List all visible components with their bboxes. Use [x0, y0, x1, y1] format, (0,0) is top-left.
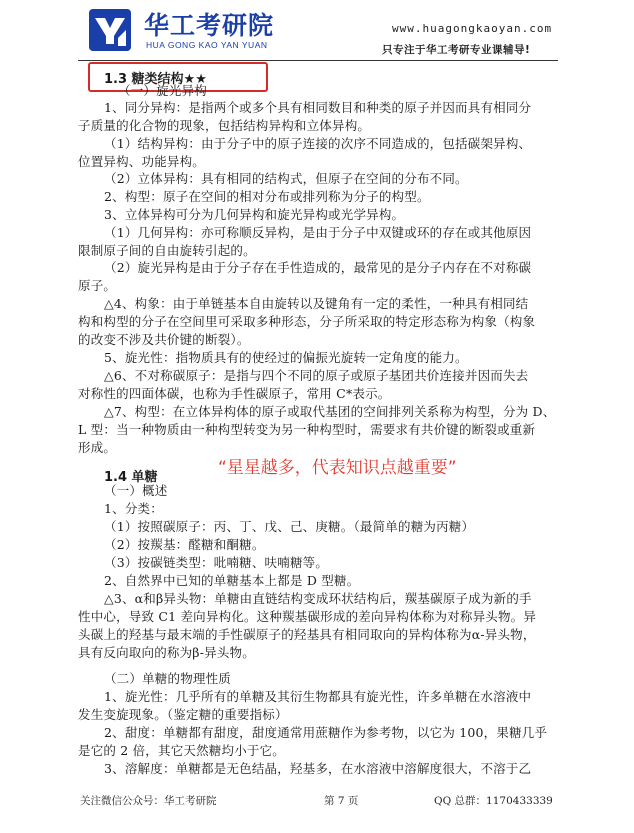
sub-heading: （二）单糖的物理性质: [104, 671, 232, 686]
paragraph-line: （1）按照碳原子：丙、丁、戊、己、庚糖。（最简单的糖为丙糖）: [104, 519, 475, 534]
paragraph-line: （2）旋光异构是由于分子存在手性造成的，最常见的是分子内存在不对称碳: [104, 260, 532, 275]
paragraph-line: 的改变不涉及共价键的断裂）。: [78, 332, 250, 347]
footer-wechat: 关注微信公众号：华工考研院: [80, 795, 217, 807]
paragraph-line: 2、甜度：单糖都有甜度，甜度通常用蔗糖作为参考物，以它为 100，果糖几乎: [104, 725, 548, 740]
header-tagline: 只专注于华工考研专业课辅导!: [382, 44, 531, 56]
paragraph-line: （3）按碳链类型：吡喃糖、呋喃糖等。: [104, 555, 329, 570]
importance-note: “星星越多，代表知识点越重要”: [218, 458, 457, 478]
paragraph-line: （2）按羰基：醛糖和酮糖。: [104, 537, 265, 552]
paragraph-line: 头碳上的羟基与最末端的手性碳原子的羟基具有相同取向的异构体称为α-异头物，: [78, 627, 536, 642]
sub-heading: （一）概述: [104, 483, 168, 498]
logo-subtitle: HUA GONG KAO YAN YUAN: [146, 40, 268, 50]
paragraph-line: 形成。: [78, 440, 117, 455]
section-heading-1-3: 1.3 糖类结构★★: [104, 72, 207, 87]
site-url[interactable]: www.huagongkaoyan.com: [392, 22, 553, 35]
paragraph-line: 5、旋光性：指物质具有的使经过的偏振光旋转一定角度的能力。: [104, 350, 468, 365]
paragraph-line: 具有反向取向的称为β-异头物。: [78, 645, 255, 660]
paragraph-line: （1）结构异构：由于分子中的原子连接的次序不同造成的，包括碳架异构、: [104, 136, 532, 151]
paragraph-line: 构和构型的分子在空间里可采取多种形态，分子所采取的特定形态称为构象（构象: [78, 314, 536, 329]
paragraph-line: 对称性的四面体碳，也称为手性碳原子，常用 C*表示。: [78, 386, 391, 401]
paragraph-line: 1、旋光性：几乎所有的单糖及其衍生物都具有旋光性，许多单糖在水溶液中: [104, 689, 532, 704]
paragraph-line: 发生变旋现象。（鉴定糖的重要指标）: [78, 707, 288, 722]
paragraph-line: △7、构型：在立体异构体的原子或取代基团的空间排列关系称为构型，分为 D、: [104, 404, 556, 419]
page-number: 第 7 页: [324, 795, 359, 807]
paragraph-line: 限制原子间的自由旋转引起的。: [78, 243, 256, 258]
paragraph-line: 3、溶解度：单糖都是无色结晶，羟基多，在水溶液中溶解度很大，不溶于乙: [104, 761, 532, 776]
paragraph-line: 1、分类：: [104, 501, 163, 516]
paragraph-line: 2、构型：原子在空间的相对分布或排列称为分子的构型。: [104, 189, 430, 204]
paragraph-line: 原子。: [78, 278, 117, 293]
section-heading-1-4: 1.4 单糖: [104, 470, 158, 485]
paragraph-line: （2）立体异构：具有相同的结构式，但原子在空间的分布不同。: [104, 171, 468, 186]
paragraph-line: 位置异构、功能异构。: [78, 154, 206, 169]
paragraph-line: （1）几何异构：亦可称顺反异构，是由于分子中双键或环的存在或其他原因: [104, 225, 532, 240]
paragraph-line: 2、自然界中已知的单糖基本上都是 D 型糖。: [104, 573, 360, 588]
sub-heading: （一）旋光异构: [118, 83, 207, 98]
paragraph-line: △3、α和β异头物：单糖由直链结构变成环状结构后，羰基碳原子成为新的手: [104, 591, 532, 606]
paragraph-line: 1、同分异构：是指两个或多个具有相同数目和种类的原子并因而具有相同分: [104, 100, 532, 115]
logo-title: 华工考研院: [144, 11, 275, 40]
paragraph-line: 是它的 2 倍，其它天然糖均小于它。: [78, 743, 286, 758]
page-header: [0, 0, 634, 62]
paragraph-line: 子质量的化合物的现象，包括结构异构和立体异构。: [78, 118, 371, 133]
logo-icon: [88, 8, 132, 52]
paragraph-line: L 型：当一种物质由一种构型转变为另一种构型时，需要求有共价键的断裂或重新: [78, 422, 536, 437]
paragraph-line: 性中心，导致 C1 差向异构化。这种羰基碳形成的差向异构体称为对称异头物。异: [78, 609, 537, 624]
footer-qq: QQ 总群：1170433339: [434, 795, 553, 807]
paragraph-line: △4、构象：由于单链基本自由旋转以及键角有一定的柔性，一种具有相同结: [104, 296, 529, 311]
paragraph-line: 3、立体异构可分为几何异构和旋光异构或光学异构。: [104, 207, 405, 222]
header-divider: [78, 60, 558, 61]
paragraph-line: △6、不对称碳原子：是指与四个不同的原子或原子基团共价连接并因而失去: [104, 368, 529, 383]
